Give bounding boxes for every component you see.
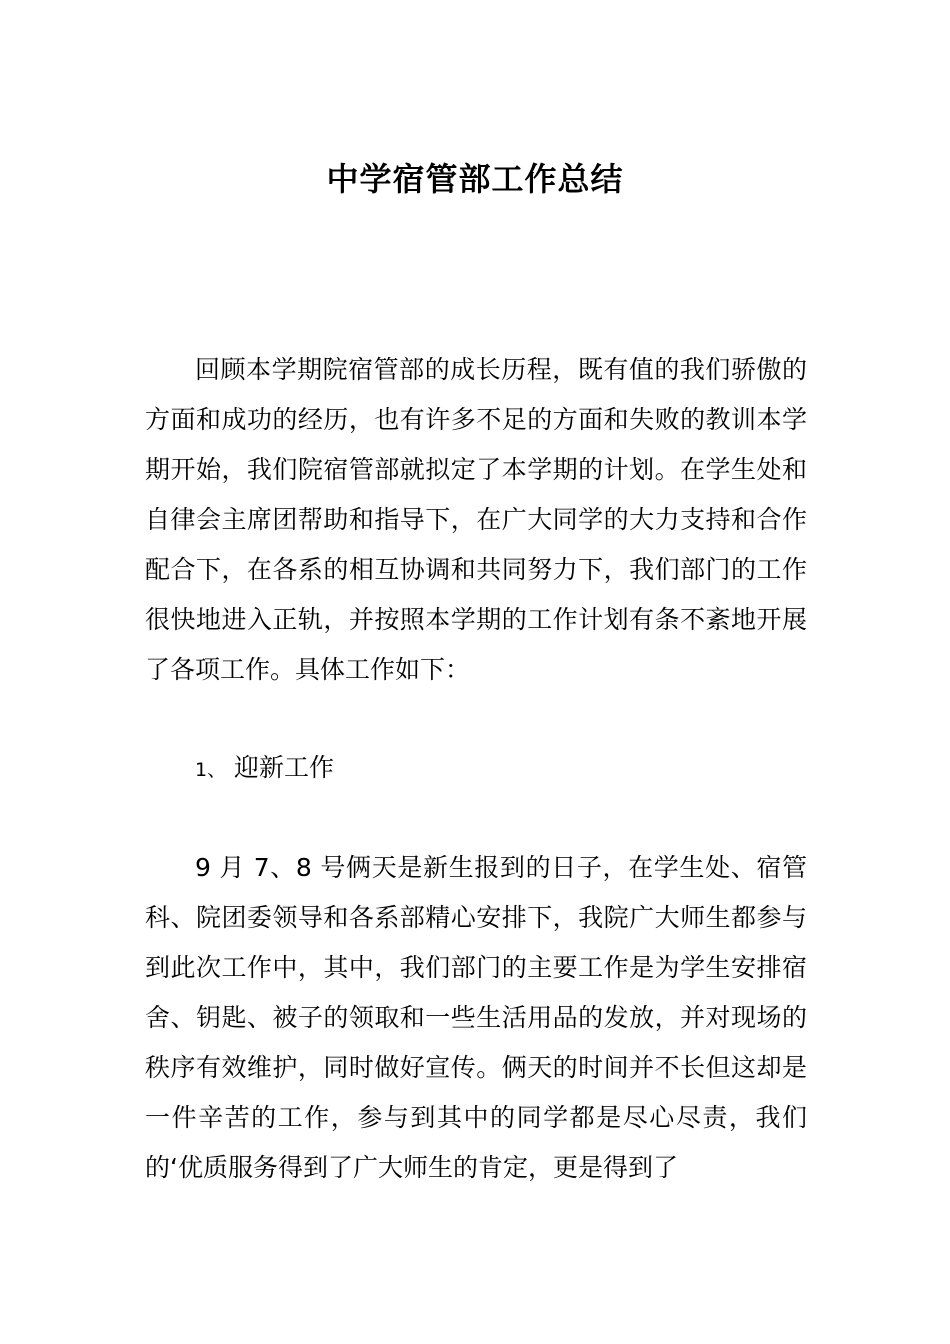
intro-paragraph: 回顾本学期院宿管部的成长历程，既有值的我们骄傲的方面和成功的经历，也有许多不足的方面和失败的教训本学期开始，我们院宿管部就拟定了本学期的计划。在学生处和自律会主席团帮助和指导下，在广大同学的大力支持和合作配合下，在各系的相互协调和共同努力下，我们部门的工作很快地进入正轨，并按照本学期的工作计划有条不紊地开展了各项工作。具体工作如下：	[145, 355, 807, 684]
section-heading-text: 迎新工作	[234, 753, 335, 782]
section-number: 1、	[195, 759, 227, 781]
document-title: 中学宿管部工作总结	[326, 160, 624, 198]
section-heading	[195, 743, 334, 795]
section-paragraph: 9 月 7、8 号俩天是新生报到的日子，在学生处、宿管科、院团委领导和各系部精心安排下，我院广大师生都参与到此次工作中，其中，我们部门的主要工作是为学生安排宿舍、钥匙、被子的领取和一些生活用品的发放，并对现场的秩序有效维护，同时做好宣传。俩天的时间并不长但这却是一件辛苦的工作，参与到其中的同学都是尽心尽责，我们的‘优质服务得到了广大师生的肯定，更是得到了	[145, 853, 807, 1182]
